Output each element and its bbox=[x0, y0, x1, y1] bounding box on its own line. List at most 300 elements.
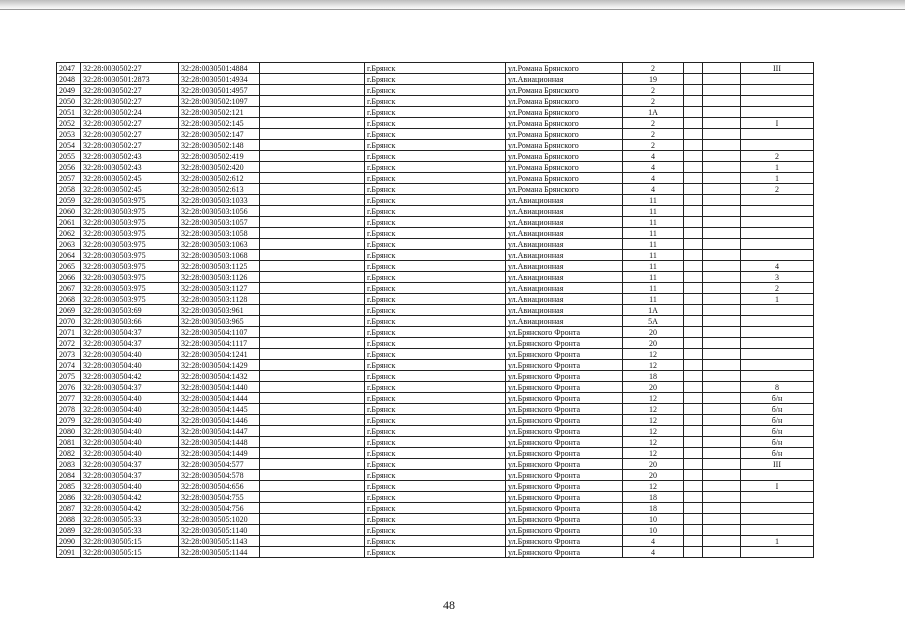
object-cadastral-number: 32:28:0030505:1144 bbox=[179, 547, 260, 558]
street: ул.Романа Брянского bbox=[506, 140, 623, 151]
building-letter bbox=[684, 151, 703, 162]
empty-cell bbox=[260, 481, 365, 492]
building-letter bbox=[684, 437, 703, 448]
object-cadastral-number: 32:28:0030502:613 bbox=[179, 184, 260, 195]
row-number: 2073 bbox=[57, 349, 81, 360]
table-row bbox=[57, 85, 814, 96]
house-number: 11 bbox=[623, 239, 684, 250]
empty-cell bbox=[703, 360, 741, 371]
building-letter bbox=[684, 338, 703, 349]
row-number: 2070 bbox=[57, 316, 81, 327]
building-letter bbox=[684, 228, 703, 239]
apartment-number bbox=[741, 525, 814, 536]
house-number: 11 bbox=[623, 294, 684, 305]
city: г.Брянск bbox=[365, 437, 506, 448]
building-letter bbox=[684, 195, 703, 206]
building-letter bbox=[684, 184, 703, 195]
building-letter bbox=[684, 547, 703, 558]
street: ул.Брянского Фронта bbox=[506, 536, 623, 547]
apartment-number bbox=[741, 228, 814, 239]
row-number: 2056 bbox=[57, 162, 81, 173]
object-cadastral-number: 32:28:0030504:756 bbox=[179, 503, 260, 514]
building-letter bbox=[684, 327, 703, 338]
apartment-number: III bbox=[741, 63, 814, 74]
land-parcel-number: 32:28:0030504:40 bbox=[81, 415, 179, 426]
empty-cell bbox=[703, 63, 741, 74]
street: ул.Брянского Фронта bbox=[506, 404, 623, 415]
table-row bbox=[57, 184, 814, 195]
house-number: 10 bbox=[623, 525, 684, 536]
apartment-number: I bbox=[741, 118, 814, 129]
empty-cell bbox=[260, 85, 365, 96]
apartment-number bbox=[741, 250, 814, 261]
row-number: 2084 bbox=[57, 470, 81, 481]
land-parcel-number: 32:28:0030503:975 bbox=[81, 195, 179, 206]
street: ул.Брянского Фронта bbox=[506, 503, 623, 514]
row-number: 2083 bbox=[57, 459, 81, 470]
empty-cell bbox=[703, 85, 741, 96]
apartment-number bbox=[741, 129, 814, 140]
empty-cell bbox=[260, 129, 365, 140]
building-letter bbox=[684, 382, 703, 393]
empty-cell bbox=[260, 74, 365, 85]
land-parcel-number: 32:28:0030503:975 bbox=[81, 294, 179, 305]
object-cadastral-number: 32:28:0030503:1056 bbox=[179, 206, 260, 217]
building-letter bbox=[684, 426, 703, 437]
house-number: 10 bbox=[623, 514, 684, 525]
apartment-number bbox=[741, 492, 814, 503]
street: ул.Брянского Фронта bbox=[506, 415, 623, 426]
object-cadastral-number: 32:28:0030502:612 bbox=[179, 173, 260, 184]
row-number: 2075 bbox=[57, 371, 81, 382]
apartment-number: 1 bbox=[741, 173, 814, 184]
house-number: 11 bbox=[623, 283, 684, 294]
building-letter bbox=[684, 239, 703, 250]
empty-cell bbox=[260, 360, 365, 371]
street: ул.Брянского Фронта bbox=[506, 437, 623, 448]
land-parcel-number: 32:28:0030504:37 bbox=[81, 327, 179, 338]
empty-cell bbox=[260, 459, 365, 470]
city: г.Брянск bbox=[365, 349, 506, 360]
street: ул.Авиационная bbox=[506, 283, 623, 294]
building-letter bbox=[684, 206, 703, 217]
empty-cell bbox=[703, 459, 741, 470]
street: ул.Авиационная bbox=[506, 195, 623, 206]
empty-cell bbox=[260, 228, 365, 239]
street: ул.Романа Брянского bbox=[506, 85, 623, 96]
row-number: 2087 bbox=[57, 503, 81, 514]
row-number: 2048 bbox=[57, 74, 81, 85]
row-number: 2058 bbox=[57, 184, 81, 195]
row-number: 2066 bbox=[57, 272, 81, 283]
empty-cell bbox=[260, 371, 365, 382]
empty-cell bbox=[703, 338, 741, 349]
empty-cell bbox=[260, 283, 365, 294]
table-row bbox=[57, 371, 814, 382]
street: ул.Брянского Фронта bbox=[506, 360, 623, 371]
apartment-number bbox=[741, 74, 814, 85]
city: г.Брянск bbox=[365, 514, 506, 525]
city: г.Брянск bbox=[365, 184, 506, 195]
table-row bbox=[57, 162, 814, 173]
row-number: 2079 bbox=[57, 415, 81, 426]
house-number: 12 bbox=[623, 404, 684, 415]
row-number: 2060 bbox=[57, 206, 81, 217]
row-number: 2054 bbox=[57, 140, 81, 151]
empty-cell bbox=[260, 382, 365, 393]
street: ул.Брянского Фронта bbox=[506, 382, 623, 393]
city: г.Брянск bbox=[365, 107, 506, 118]
empty-cell bbox=[260, 261, 365, 272]
city: г.Брянск bbox=[365, 118, 506, 129]
house-number: 19 bbox=[623, 74, 684, 85]
row-number: 2080 bbox=[57, 426, 81, 437]
empty-cell bbox=[260, 536, 365, 547]
empty-cell bbox=[703, 316, 741, 327]
object-cadastral-number: 32:28:0030505:1020 bbox=[179, 514, 260, 525]
object-cadastral-number: 32:28:0030504:755 bbox=[179, 492, 260, 503]
apartment-number bbox=[741, 514, 814, 525]
empty-cell bbox=[703, 272, 741, 283]
house-number: 11 bbox=[623, 261, 684, 272]
empty-cell bbox=[260, 217, 365, 228]
empty-cell bbox=[260, 239, 365, 250]
table-row bbox=[57, 481, 814, 492]
street: ул.Романа Брянского bbox=[506, 151, 623, 162]
empty-cell bbox=[703, 162, 741, 173]
object-cadastral-number: 32:28:0030503:1057 bbox=[179, 217, 260, 228]
apartment-number bbox=[741, 195, 814, 206]
building-letter bbox=[684, 74, 703, 85]
house-number: 2 bbox=[623, 118, 684, 129]
empty-cell bbox=[703, 382, 741, 393]
row-number: 2091 bbox=[57, 547, 81, 558]
apartment-number: 2 bbox=[741, 283, 814, 294]
object-cadastral-number: 32:28:0030503:1033 bbox=[179, 195, 260, 206]
table-row bbox=[57, 140, 814, 151]
house-number: 12 bbox=[623, 349, 684, 360]
street: ул.Брянского Фронта bbox=[506, 426, 623, 437]
object-cadastral-number: 32:28:0030504:1449 bbox=[179, 448, 260, 459]
city: г.Брянск bbox=[365, 294, 506, 305]
table-row bbox=[57, 63, 814, 74]
apartment-number: 2 bbox=[741, 151, 814, 162]
table-row bbox=[57, 217, 814, 228]
row-number: 2081 bbox=[57, 437, 81, 448]
house-number: 4 bbox=[623, 151, 684, 162]
land-parcel-number: 32:28:0030502:27 bbox=[81, 63, 179, 74]
table-row bbox=[57, 316, 814, 327]
register-table bbox=[56, 62, 814, 558]
house-number: 12 bbox=[623, 437, 684, 448]
land-parcel-number: 32:28:0030504:40 bbox=[81, 349, 179, 360]
building-letter bbox=[684, 525, 703, 536]
street: ул.Романа Брянского bbox=[506, 118, 623, 129]
object-cadastral-number: 32:28:0030504:1447 bbox=[179, 426, 260, 437]
object-cadastral-number: 32:28:0030503:1128 bbox=[179, 294, 260, 305]
empty-cell bbox=[703, 481, 741, 492]
empty-cell bbox=[703, 415, 741, 426]
object-cadastral-number: 32:28:0030504:1117 bbox=[179, 338, 260, 349]
city: г.Брянск bbox=[365, 173, 506, 184]
object-cadastral-number: 32:28:0030502:1097 bbox=[179, 96, 260, 107]
empty-cell bbox=[703, 261, 741, 272]
building-letter bbox=[684, 129, 703, 140]
apartment-number bbox=[741, 239, 814, 250]
building-letter bbox=[684, 173, 703, 184]
apartment-number: б/н bbox=[741, 437, 814, 448]
house-number: 12 bbox=[623, 415, 684, 426]
empty-cell bbox=[703, 437, 741, 448]
land-parcel-number: 32:28:0030504:40 bbox=[81, 448, 179, 459]
street: ул.Авиационная bbox=[506, 294, 623, 305]
apartment-number: 2 bbox=[741, 184, 814, 195]
building-letter bbox=[684, 415, 703, 426]
land-parcel-number: 32:28:0030502:43 bbox=[81, 162, 179, 173]
object-cadastral-number: 32:28:0030504:578 bbox=[179, 470, 260, 481]
empty-cell bbox=[703, 74, 741, 85]
apartment-number: 8 bbox=[741, 382, 814, 393]
empty-cell bbox=[703, 239, 741, 250]
empty-cell bbox=[260, 514, 365, 525]
city: г.Брянск bbox=[365, 470, 506, 481]
scan-edge-line bbox=[0, 9, 905, 10]
apartment-number bbox=[741, 470, 814, 481]
building-letter bbox=[684, 63, 703, 74]
city: г.Брянск bbox=[365, 404, 506, 415]
table-row bbox=[57, 250, 814, 261]
house-number: 2 bbox=[623, 85, 684, 96]
city: г.Брянск bbox=[365, 426, 506, 437]
land-parcel-number: 32:28:0030501:2873 bbox=[81, 74, 179, 85]
street: ул.Авиационная bbox=[506, 261, 623, 272]
empty-cell bbox=[260, 316, 365, 327]
land-parcel-number: 32:28:0030502:27 bbox=[81, 140, 179, 151]
register-table-body bbox=[57, 63, 814, 558]
house-number: 4 bbox=[623, 173, 684, 184]
empty-cell bbox=[260, 151, 365, 162]
land-parcel-number: 32:28:0030504:40 bbox=[81, 426, 179, 437]
house-number: 2 bbox=[623, 129, 684, 140]
land-parcel-number: 32:28:0030502:24 bbox=[81, 107, 179, 118]
land-parcel-number: 32:28:0030502:27 bbox=[81, 96, 179, 107]
street: ул.Авиационная bbox=[506, 305, 623, 316]
object-cadastral-number: 32:28:0030503:1058 bbox=[179, 228, 260, 239]
house-number: 4 bbox=[623, 547, 684, 558]
street: ул.Брянского Фронта bbox=[506, 481, 623, 492]
empty-cell bbox=[703, 404, 741, 415]
apartment-number: 1 bbox=[741, 162, 814, 173]
city: г.Брянск bbox=[365, 393, 506, 404]
empty-cell bbox=[703, 217, 741, 228]
apartment-number bbox=[741, 85, 814, 96]
city: г.Брянск bbox=[365, 360, 506, 371]
empty-cell bbox=[703, 129, 741, 140]
table-row bbox=[57, 503, 814, 514]
street: ул.Авиационная bbox=[506, 217, 623, 228]
building-letter bbox=[684, 470, 703, 481]
apartment-number bbox=[741, 206, 814, 217]
empty-cell bbox=[703, 492, 741, 503]
house-number: 11 bbox=[623, 250, 684, 261]
table-row bbox=[57, 437, 814, 448]
street: ул.Авиационная bbox=[506, 206, 623, 217]
empty-cell bbox=[260, 173, 365, 184]
empty-cell bbox=[703, 118, 741, 129]
row-number: 2086 bbox=[57, 492, 81, 503]
city: г.Брянск bbox=[365, 448, 506, 459]
table-row bbox=[57, 470, 814, 481]
street: ул.Брянского Фронта bbox=[506, 371, 623, 382]
object-cadastral-number: 32:28:0030502:148 bbox=[179, 140, 260, 151]
city: г.Брянск bbox=[365, 283, 506, 294]
land-parcel-number: 32:28:0030503:975 bbox=[81, 283, 179, 294]
empty-cell bbox=[260, 107, 365, 118]
object-cadastral-number: 32:28:0030503:1127 bbox=[179, 283, 260, 294]
table-row bbox=[57, 239, 814, 250]
table-row bbox=[57, 492, 814, 503]
row-number: 2063 bbox=[57, 239, 81, 250]
object-cadastral-number: 32:28:0030502:121 bbox=[179, 107, 260, 118]
city: г.Брянск bbox=[365, 195, 506, 206]
house-number: 2 bbox=[623, 140, 684, 151]
city: г.Брянск bbox=[365, 492, 506, 503]
land-parcel-number: 32:28:0030504:42 bbox=[81, 371, 179, 382]
table-row bbox=[57, 338, 814, 349]
house-number: 2 bbox=[623, 63, 684, 74]
object-cadastral-number: 32:28:0030504:1107 bbox=[179, 327, 260, 338]
object-cadastral-number: 32:28:0030503:1068 bbox=[179, 250, 260, 261]
land-parcel-number: 32:28:0030505:15 bbox=[81, 547, 179, 558]
city: г.Брянск bbox=[365, 206, 506, 217]
empty-cell bbox=[260, 492, 365, 503]
empty-cell bbox=[703, 173, 741, 184]
street: ул.Авиационная bbox=[506, 74, 623, 85]
land-parcel-number: 32:28:0030504:40 bbox=[81, 393, 179, 404]
apartment-number bbox=[741, 217, 814, 228]
land-parcel-number: 32:28:0030504:37 bbox=[81, 382, 179, 393]
apartment-number: б/н bbox=[741, 393, 814, 404]
object-cadastral-number: 32:28:0030505:1143 bbox=[179, 536, 260, 547]
empty-cell bbox=[703, 426, 741, 437]
street: ул.Романа Брянского bbox=[506, 129, 623, 140]
table-row bbox=[57, 382, 814, 393]
apartment-number bbox=[741, 96, 814, 107]
table-row bbox=[57, 294, 814, 305]
city: г.Брянск bbox=[365, 547, 506, 558]
row-number: 2052 bbox=[57, 118, 81, 129]
land-parcel-number: 32:28:0030503:66 bbox=[81, 316, 179, 327]
table-row bbox=[57, 173, 814, 184]
land-parcel-number: 32:28:0030502:27 bbox=[81, 118, 179, 129]
empty-cell bbox=[260, 415, 365, 426]
apartment-number bbox=[741, 107, 814, 118]
object-cadastral-number: 32:28:0030501:4957 bbox=[179, 85, 260, 96]
city: г.Брянск bbox=[365, 503, 506, 514]
empty-cell bbox=[260, 118, 365, 129]
land-parcel-number: 32:28:0030503:975 bbox=[81, 272, 179, 283]
object-cadastral-number: 32:28:0030503:1126 bbox=[179, 272, 260, 283]
building-letter bbox=[684, 85, 703, 96]
row-number: 2059 bbox=[57, 195, 81, 206]
table-row bbox=[57, 283, 814, 294]
land-parcel-number: 32:28:0030503:975 bbox=[81, 261, 179, 272]
city: г.Брянск bbox=[365, 525, 506, 536]
empty-cell bbox=[703, 536, 741, 547]
building-letter bbox=[684, 217, 703, 228]
empty-cell bbox=[260, 305, 365, 316]
empty-cell bbox=[703, 525, 741, 536]
street: ул.Романа Брянского bbox=[506, 173, 623, 184]
apartment-number: б/н bbox=[741, 426, 814, 437]
empty-cell bbox=[260, 327, 365, 338]
building-letter bbox=[684, 96, 703, 107]
object-cadastral-number: 32:28:0030502:147 bbox=[179, 129, 260, 140]
land-parcel-number: 32:28:0030504:40 bbox=[81, 481, 179, 492]
city: г.Брянск bbox=[365, 338, 506, 349]
row-number: 2050 bbox=[57, 96, 81, 107]
table-row bbox=[57, 151, 814, 162]
city: г.Брянск bbox=[365, 140, 506, 151]
apartment-number: б/н bbox=[741, 448, 814, 459]
city: г.Брянск bbox=[365, 371, 506, 382]
row-number: 2065 bbox=[57, 261, 81, 272]
row-number: 2072 bbox=[57, 338, 81, 349]
street: ул.Романа Брянского bbox=[506, 184, 623, 195]
street: ул.Брянского Фронта bbox=[506, 492, 623, 503]
object-cadastral-number: 32:28:0030503:965 bbox=[179, 316, 260, 327]
building-letter bbox=[684, 360, 703, 371]
building-letter bbox=[684, 305, 703, 316]
empty-cell bbox=[703, 448, 741, 459]
city: г.Брянск bbox=[365, 239, 506, 250]
table-row bbox=[57, 349, 814, 360]
apartment-number bbox=[741, 316, 814, 327]
empty-cell bbox=[703, 349, 741, 360]
city: г.Брянск bbox=[365, 250, 506, 261]
table-row bbox=[57, 195, 814, 206]
city: г.Брянск bbox=[365, 151, 506, 162]
table-row bbox=[57, 261, 814, 272]
land-parcel-number: 32:28:0030504:37 bbox=[81, 459, 179, 470]
city: г.Брянск bbox=[365, 85, 506, 96]
land-parcel-number: 32:28:0030505:33 bbox=[81, 525, 179, 536]
land-parcel-number: 32:28:0030503:69 bbox=[81, 305, 179, 316]
table-row bbox=[57, 404, 814, 415]
empty-cell bbox=[260, 63, 365, 74]
building-letter bbox=[684, 514, 703, 525]
building-letter bbox=[684, 492, 703, 503]
house-number: 20 bbox=[623, 327, 684, 338]
land-parcel-number: 32:28:0030503:975 bbox=[81, 206, 179, 217]
city: г.Брянск bbox=[365, 261, 506, 272]
table-row bbox=[57, 426, 814, 437]
empty-cell bbox=[260, 140, 365, 151]
land-parcel-number: 32:28:0030502:27 bbox=[81, 129, 179, 140]
table-row bbox=[57, 459, 814, 470]
city: г.Брянск bbox=[365, 272, 506, 283]
object-cadastral-number: 32:28:0030504:1241 bbox=[179, 349, 260, 360]
empty-cell bbox=[703, 547, 741, 558]
empty-cell bbox=[703, 393, 741, 404]
row-number: 2067 bbox=[57, 283, 81, 294]
land-parcel-number: 32:28:0030502:45 bbox=[81, 184, 179, 195]
house-number: 11 bbox=[623, 195, 684, 206]
house-number: 18 bbox=[623, 492, 684, 503]
city: г.Брянск bbox=[365, 316, 506, 327]
street: ул.Романа Брянского bbox=[506, 107, 623, 118]
house-number: 1А bbox=[623, 305, 684, 316]
